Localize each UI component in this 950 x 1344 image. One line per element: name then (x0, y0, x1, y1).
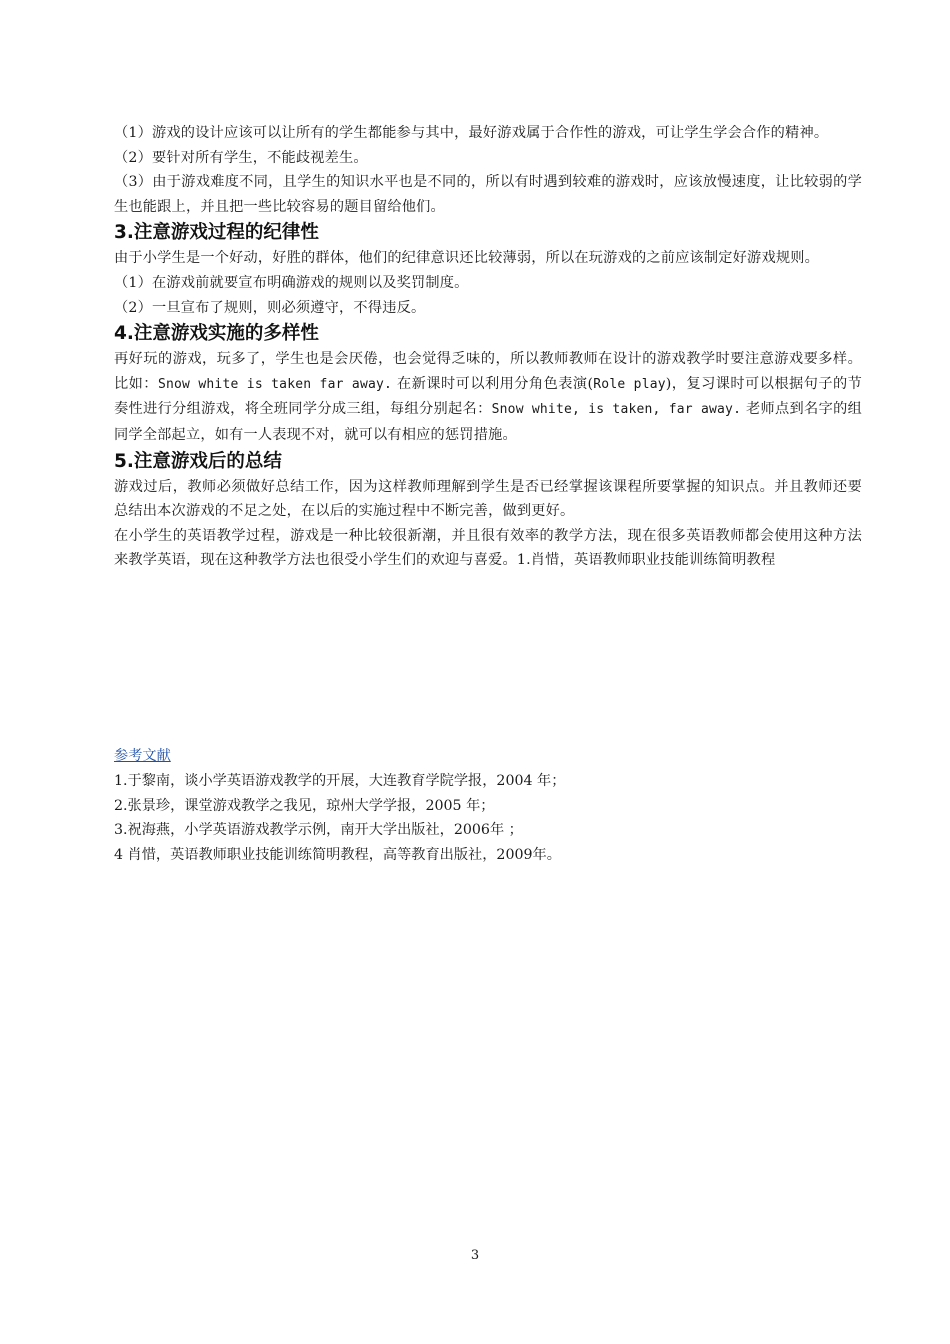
reference-item-4: 4 肖惜，英语教师职业技能训练简明教程，高等教育出版社，2009年。 (114, 846, 561, 863)
variety-role-play: Role play (593, 376, 666, 392)
variety-group-names: Snow white, is taken, far away. (491, 402, 742, 418)
variety-text-e: )，复习课时可以根据句子的节奏性进行分组游戏，将全班同学分成三组，每组分别起名： (114, 375, 863, 418)
body-content (114, 121, 862, 573)
paragraph-rule-2: （2）一旦宣布了规则，则必须遵守，不得违反。 (114, 299, 426, 316)
section-heading-5: 5.注意游戏后的总结 (114, 450, 282, 472)
paragraph-variety (114, 347, 862, 447)
page-number: 3 (470, 1248, 480, 1263)
paragraph-item-3: （3）由于游戏难度不同，且学生的知识水平也是不同的，所以有时遇到较难的游戏时，应该放慢速度，让比较弱的学生也能跟上，并且把一些比较容易的题目留给他们。 (114, 174, 862, 215)
variety-text-a: 再好玩的游戏，玩多了，学生也是会厌倦，也会觉得乏味的，所以教师教师在设计的游戏教学时要注意游戏要多样。比如： (114, 351, 862, 392)
reference-item-2: 2.张景珍，课堂游戏教学之我见，琼州大学学报，2005 年； (114, 797, 495, 814)
reference-item-1: 1.于黎南，谈小学英语游戏教学的开展，大连教育学院学报，2004 年； (114, 773, 566, 789)
paragraph-summary: 游戏过后，教师必须做好总结工作，因为这样教师理解到学生是否已经掌握该课程所要掌握的知识点。并且教师还要总结出本次游戏的不足之处，在以后的实施过程中不断完善，做到更好。 (114, 478, 862, 520)
reference-item-3: 3.祝海燕，小学英语游戏教学示例，南开大学出版社，2006年 ； (114, 822, 523, 839)
section-heading-4: 4.注意游戏实施的多样性 (114, 323, 319, 345)
paragraph-item-1: （1）游戏的设计应该可以让所有的学生都能参与其中，最好游戏属于合作性的游戏，可让学生学会合作的精神。 (114, 125, 829, 141)
variety-text-c: 在新课时可以利用分角色表演( (392, 375, 594, 392)
paragraph-discipline: 由于小学生是一个好动，好胜的群体，他们的纪律意识还比较薄弱，所以在玩游戏的之前应该制定好游戏规则。 (114, 250, 819, 267)
paragraph-conclusion: 在小学生的英语教学过程，游戏是一种比较很新潮，并且很有效率的教学方法，现在很多英语教师都会使用这种方法来教学英语，现在这种教学方法也很受小学生们的欢迎与喜爱。1.肖惜，英语教师职业技能训练简明教程 (114, 527, 862, 569)
variety-example-sentence: Snow white is taken far away. (157, 376, 393, 392)
section-heading-3: 3.注意游戏过程的纪律性 (114, 222, 319, 244)
paragraph-rule-1: （1）在游戏前就要宣布明确游戏的规则以及奖罚制度。 (114, 274, 469, 291)
paragraph-item-2: （2）要针对所有学生，不能歧视差生。 (114, 149, 368, 166)
variety-text-g: 老师点到名字的组同学全部起立，如有一人表现不对，就可以有相应的惩罚措施。 (114, 401, 863, 443)
references-title-link[interactable]: 参考文献 (114, 748, 171, 764)
references-section (114, 743, 862, 867)
